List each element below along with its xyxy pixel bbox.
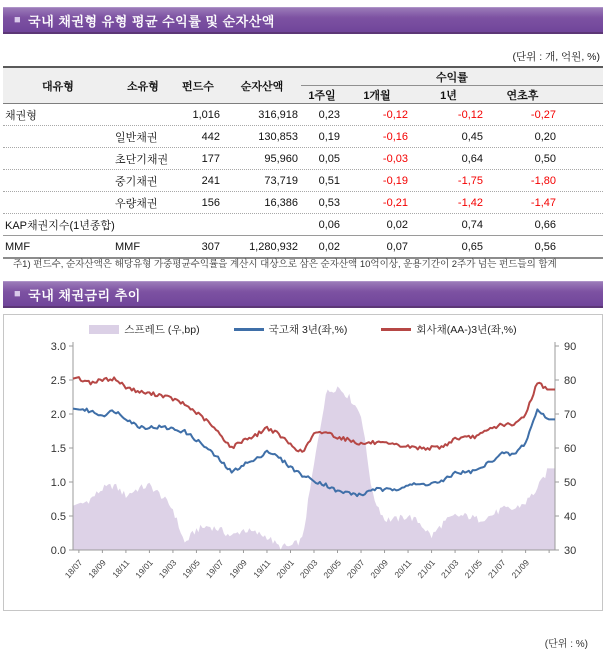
- section2-title-bar: [3, 281, 603, 308]
- svg-text:20/09: 20/09: [368, 557, 391, 581]
- square-bullet-icon: ■: [14, 14, 22, 26]
- cell-return-1m: -0,12: [382, 108, 408, 121]
- svg-text:20/11: 20/11: [392, 557, 414, 580]
- table-row: [3, 169, 603, 191]
- table-footnote: 주1) 펀드수, 순자산액은 해당유형 가중평균수익률을 계산시 대상으로 삼은 순자산액 10억이상, 운용기간이 2주가 넘는 펀드들의 합계: [13, 259, 557, 270]
- cell-minor-type: 중기채권: [115, 175, 158, 188]
- cell-return-ytd: 0,56: [534, 240, 556, 253]
- cell-return-1m: -0,19: [382, 174, 408, 187]
- svg-text:19/09: 19/09: [227, 557, 249, 581]
- cell-nav: 316,918: [258, 108, 298, 121]
- svg-text:19/01: 19/01: [133, 557, 155, 581]
- svg-text:18/11: 18/11: [110, 557, 132, 580]
- cell-return-1m: -0,16: [382, 130, 408, 143]
- header-major-type: 대유형: [42, 80, 74, 93]
- header-return-1y: 1년: [440, 89, 457, 102]
- cell-return-1m: 0,02: [386, 218, 408, 231]
- chart-unit-note: (단위 : %): [544, 639, 588, 650]
- svg-text:80: 80: [564, 375, 577, 387]
- fund-summary-table: [3, 66, 603, 259]
- svg-text:19/07: 19/07: [203, 557, 226, 581]
- table-row: [3, 213, 603, 235]
- svg-text:40: 40: [564, 511, 577, 523]
- cell-return-1w: 0,06: [318, 218, 340, 231]
- cell-return-1y: -1,75: [457, 174, 483, 187]
- x-axis-labels: [63, 557, 532, 580]
- bond-yield-chart: [3, 314, 603, 650]
- cell-minor-type: 초단기채권: [115, 153, 169, 166]
- legend-item-treasury: [234, 322, 348, 337]
- table-row: [3, 235, 603, 257]
- cell-fund-count: 177: [201, 152, 220, 165]
- cell-fund-count: 241: [201, 174, 220, 187]
- svg-text:30: 30: [564, 545, 577, 557]
- cell-minor-type: 우량채권: [115, 197, 158, 210]
- svg-text:90: 90: [564, 341, 577, 353]
- cell-return-1y: 0,45: [461, 130, 483, 143]
- cell-fund-count: 307: [201, 240, 220, 253]
- cell-return-ytd: -0,27: [530, 108, 556, 121]
- cell-nav: 1,280,932: [249, 240, 298, 253]
- corporate-line: [73, 377, 555, 452]
- section1-title-bar: [3, 7, 603, 34]
- svg-text:21/09: 21/09: [509, 557, 532, 581]
- svg-text:70: 70: [564, 409, 577, 421]
- cell-return-1y: 0,64: [461, 152, 483, 165]
- svg-text:21/03: 21/03: [438, 557, 461, 581]
- corporate-line-swatch-icon: [381, 328, 411, 331]
- cell-return-1y: -1,42: [457, 196, 483, 209]
- svg-text:3.0: 3.0: [50, 341, 66, 353]
- svg-text:50: 50: [564, 477, 577, 489]
- svg-text:19/03: 19/03: [156, 557, 179, 581]
- header-return-ytd: 연초후: [506, 89, 539, 102]
- cell-return-1y: 0,65: [461, 240, 483, 253]
- cell-return-1w: 0,23: [318, 108, 340, 121]
- cell-fund-count: 156: [201, 196, 220, 209]
- table-row: [3, 147, 603, 169]
- legend-item-spread: [89, 322, 199, 337]
- cell-nav: 16,386: [264, 196, 298, 209]
- cell-minor-type: MMF: [115, 240, 141, 253]
- legend-label-spread: 스프레드 (우,bp): [124, 324, 200, 336]
- cell-return-1y: 0,74: [461, 218, 483, 231]
- square-bullet-icon: ■: [14, 288, 22, 300]
- cell-major-type: MMF: [5, 240, 31, 253]
- spread-area-swatch-icon: [89, 325, 119, 334]
- cell-return-ytd: 0,20: [534, 130, 556, 143]
- svg-text:2.5: 2.5: [50, 375, 66, 387]
- svg-text:60: 60: [564, 443, 577, 455]
- header-return-1w: 1주일: [308, 89, 336, 102]
- svg-text:0.5: 0.5: [50, 511, 66, 523]
- cell-return-1y: -0,12: [457, 108, 483, 121]
- cell-return-ytd: -1,47: [530, 196, 556, 209]
- cell-nav: 95,960: [264, 152, 298, 165]
- cell-return-ytd: -1,80: [530, 174, 556, 187]
- table-row: [3, 104, 603, 125]
- cell-nav: 73,719: [264, 174, 298, 187]
- header-return-1m: 1개월: [363, 89, 391, 102]
- section2-title: 국내 채권금리 추이: [28, 287, 141, 303]
- svg-text:20/01: 20/01: [274, 557, 296, 581]
- header-fund-count: 펀드수: [182, 80, 214, 93]
- header-spacer: [559, 86, 603, 103]
- table-row: [3, 191, 603, 213]
- cell-return-1w: 0,53: [318, 196, 340, 209]
- cell-return-1w: 0,02: [318, 240, 340, 253]
- svg-text:1.0: 1.0: [50, 477, 66, 489]
- cell-return-1w: 0,51: [318, 174, 340, 187]
- header-minor-type: 소유형: [127, 80, 159, 93]
- cell-return-ytd: 0,66: [534, 218, 556, 231]
- table-header: [3, 66, 603, 104]
- section1-title: 국내 채권형 유형 평균 수익률 및 순자산액: [28, 13, 275, 29]
- legend-label-treasury: 국고채 3년(좌,%): [268, 324, 348, 336]
- chart-canvas: [4, 315, 602, 610]
- svg-text:21/07: 21/07: [485, 557, 508, 581]
- svg-text:20/05: 20/05: [321, 557, 343, 581]
- header-nav: 순자산액: [240, 80, 284, 93]
- table-body: [3, 104, 603, 259]
- y-axis-left-labels: [51, 341, 66, 557]
- svg-text:21/05: 21/05: [462, 557, 485, 581]
- chart-legend: [4, 322, 602, 337]
- cell-return-1w: 0,19: [318, 130, 340, 143]
- svg-text:0.0: 0.0: [50, 545, 66, 557]
- svg-text:21/01: 21/01: [415, 557, 438, 581]
- svg-text:20/07: 20/07: [344, 557, 367, 581]
- table-row: [3, 125, 603, 147]
- cell-fund-count: 1,016: [192, 108, 220, 121]
- svg-text:2.0: 2.0: [50, 409, 66, 421]
- y-axis-right-labels: [564, 341, 576, 557]
- svg-text:18/09: 18/09: [86, 557, 108, 581]
- cell-return-1m: 0,07: [386, 240, 408, 253]
- cell-minor-type: 일반채권: [115, 131, 158, 144]
- cell-fund-count: 442: [201, 130, 220, 143]
- legend-item-corporate: [381, 322, 516, 337]
- table-unit-note: (단위 : 개, 억원, %): [512, 51, 600, 63]
- treasury-line-swatch-icon: [234, 328, 264, 331]
- header-returns-group: 수익률: [301, 68, 603, 86]
- cell-return-1m: -0,03: [382, 152, 408, 165]
- svg-text:19/05: 19/05: [180, 557, 202, 581]
- cell-return-ytd: 0,50: [534, 152, 556, 165]
- legend-label-corporate: 회사채(AA-)3년(좌,%): [416, 324, 517, 336]
- cell-return-1w: 0,05: [318, 152, 340, 165]
- cell-major-type: KAP채권지수(1년종합): [5, 219, 115, 232]
- svg-text:19/11: 19/11: [251, 557, 273, 580]
- cell-nav: 130,853: [258, 130, 298, 143]
- svg-text:20/03: 20/03: [297, 557, 320, 581]
- svg-text:1.5: 1.5: [50, 443, 66, 455]
- svg-text:18/07: 18/07: [62, 557, 85, 581]
- cell-major-type: 채권형: [5, 109, 37, 122]
- cell-return-1m: -0,21: [382, 196, 408, 209]
